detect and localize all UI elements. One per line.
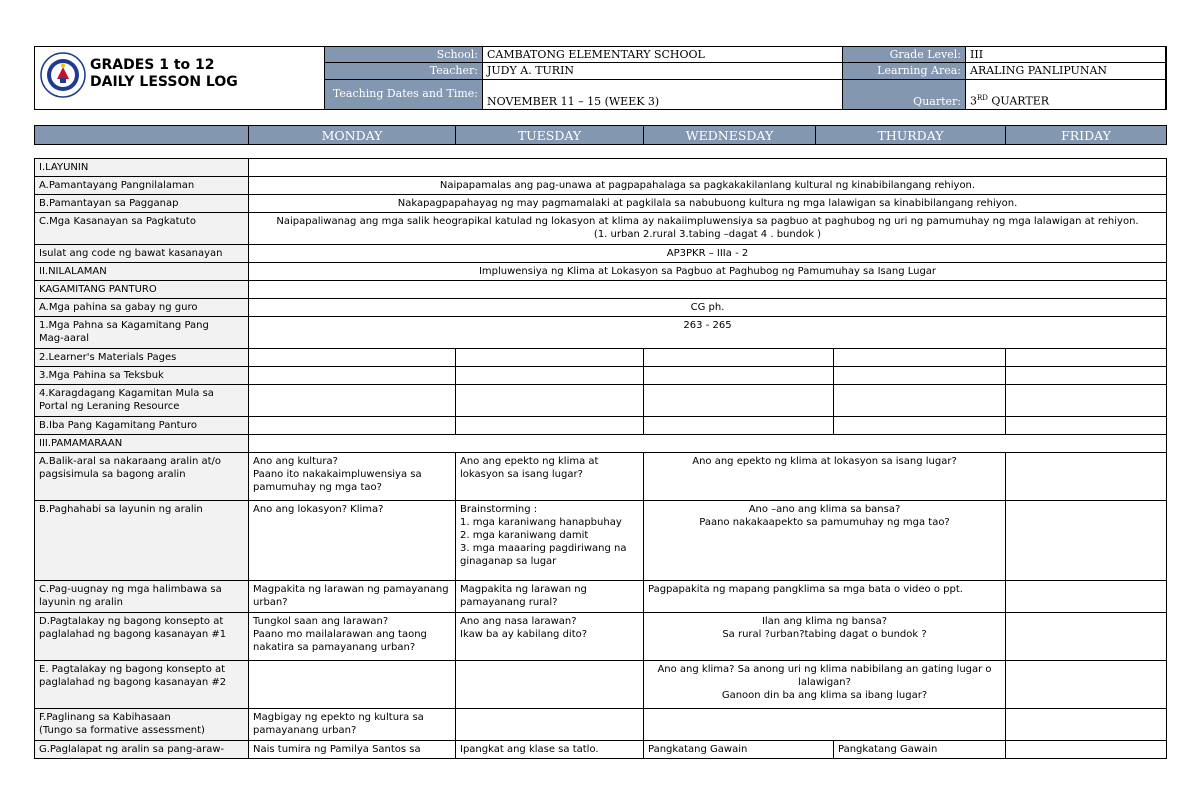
table-row	[35, 741, 1167, 759]
day-friday: FRIDAY	[1006, 126, 1167, 145]
table-row	[35, 417, 1167, 435]
row-label-pangnilalaman: A.Pamantayang Pangnilalaman	[35, 177, 249, 195]
paghahabi-tuesday: Brainstorming : 1. mga karaniwang hanapbuhay 2. mga karaniwang damit 3. mga maaaring pagdiriwang na ginaganap sa lugar	[456, 501, 644, 581]
pag-uugnay-monday: Magpakita ng larawan ng pamayanang urban?	[249, 581, 456, 613]
row-label-pamamaraan: III.PAMAMARAAN	[35, 435, 249, 453]
paglinang-monday: Magbigay ng epekto ng kultura sa pamayanang urban?	[249, 709, 456, 741]
title-line-2: DAILY LESSON LOG	[90, 74, 238, 90]
row-label-teksbuk: 3.Mga Pahina sa Teksbuk	[35, 367, 249, 385]
table-row	[35, 317, 1167, 349]
row-label-karagdagang: 4.Karagdagang Kagamitan Mula sa Portal ng Leraning Resource	[35, 385, 249, 417]
school-info-table	[324, 46, 1167, 110]
row-label-kagamitan: KAGAMITANG PANTURO	[35, 281, 249, 299]
balik-aral-tuesday: Ano ang epekto ng klima at lokasyon sa isang lugar?	[456, 453, 644, 501]
table-row	[35, 367, 1167, 385]
table-row	[35, 661, 1167, 709]
school-value: CAMBATONG ELEMENTARY SCHOOL	[483, 47, 843, 63]
pag-uugnay-wednesday: Pagpapakita ng mapang pangklima sa mga bata o video o ppt.	[644, 581, 1006, 613]
table-row	[35, 177, 1167, 195]
gabay-text: CG ph.	[249, 299, 1167, 317]
teacher-value: JUDY A. TURIN	[483, 63, 843, 79]
paghahabi-monday: Ano ang lokasyon? Klima?	[249, 501, 456, 581]
paglalapat-thursday: Pangkatang Gawain	[834, 741, 1006, 759]
row-label-pagtalakay-2: E. Pagtalakay ng bagong konsepto at paglalahad ng bagong kasanayan #2	[35, 661, 249, 709]
table-row	[35, 195, 1167, 213]
table-row	[35, 213, 1167, 245]
row-label-gabay: A.Mga pahina sa gabay ng guro	[35, 299, 249, 317]
paglalapat-tuesday: Ipangkat ang klase sa tatlo.	[456, 741, 644, 759]
kasanayan-text: Naipapaliwanag ang mga salik heograpikal katulad ng lokasyon at klima ay nakaiimpluwensiya sa pagbuo at paghubog ng uri ng pamumuhay ng mga lalawigan at rehiyon. (1. urban 2.rural 3.tabing –dagat 4 . bundok )	[249, 213, 1167, 245]
table-row	[35, 281, 1167, 299]
kagamitang-pang-text: 263 - 265	[249, 317, 1167, 349]
deped-seal-icon	[40, 52, 86, 98]
row-label-pagganap: B.Pamantayan sa Pagganap	[35, 195, 249, 213]
row-label-pagtalakay-1: D.Pagtalakay ng bagong konsepto at paglalahad ng bagong kasanayan #1	[35, 613, 249, 661]
grade-label: Grade Level:	[843, 47, 966, 63]
pagganap-text: Nakapagpapahayag ng may pagmamalaki at pagkilala sa nabubuong kultura ng mga lalawigan sa kinabibilangang rehiyon.	[249, 195, 1167, 213]
days-header-blank	[35, 126, 249, 145]
table-row	[35, 263, 1167, 281]
row-label-layunin: I.LAYUNIN	[35, 159, 249, 177]
balik-aral-wednesday: Ano ang epekto ng klima at lokasyon sa isang lugar?	[644, 453, 1006, 501]
row-label-code: Isulat ang code ng bawat kasanayan	[35, 245, 249, 263]
page-title	[90, 57, 238, 91]
table-row	[35, 385, 1167, 417]
row-label-learners: 2.Learner's Materials Pages	[35, 349, 249, 367]
pagtalakay-1-monday: Tungkol saan ang larawan? Paano mo mailalarawan ang taong nakatira sa pamayanang urban?	[249, 613, 456, 661]
table-row	[35, 349, 1167, 367]
day-wednesday: WEDNESDAY	[644, 126, 816, 145]
lesson-log-table	[34, 158, 1167, 759]
pagtalakay-1-wednesday: Ilan ang klima ng bansa? Sa rural ?urban?tabing dagat o bundok ?	[644, 613, 1006, 661]
days-header	[34, 125, 1167, 145]
nilalaman-text: Impluwensiya ng Klima at Lokasyon sa Pagbuo at Paghubog ng Pamumuhay sa Isang Lugar	[249, 263, 1167, 281]
table-row	[35, 299, 1167, 317]
pagtalakay-1-tuesday: Ano ang nasa larawan? Ikaw ba ay kabilang dito?	[456, 613, 644, 661]
row-label-balik-aral: A.Balik-aral sa nakaraang aralin at/o pagsisimula sa bagong aralin	[35, 453, 249, 501]
pagtalakay-2-wednesday: Ano ang klima? Sa anong uri ng klima nabibilang an gating lugar o lalawigan? Ganoon din ba ang klima sa ibang lugar?	[644, 661, 1006, 709]
dates-label: Teaching Dates and Time:	[325, 79, 483, 110]
table-row	[35, 581, 1167, 613]
school-label: School:	[325, 47, 483, 63]
quarter-label: Quarter:	[843, 79, 966, 110]
row-label-kasanayan: C.Mga Kasanayan sa Pagkatuto	[35, 213, 249, 245]
quarter-value: 3RD QUARTER	[966, 79, 1167, 110]
table-row	[35, 453, 1167, 501]
row-label-nilalaman: II.NILALAMAN	[35, 263, 249, 281]
row-label-iba-pang: B.Iba Pang Kagamitang Panturo	[35, 417, 249, 435]
table-row	[35, 613, 1167, 661]
table-row	[35, 501, 1167, 581]
code-text: AP3PKR – IIIa - 2	[249, 245, 1167, 263]
row-label-kagamitang-pang: 1.Mga Pahna sa Kagamitang Pang Mag-aaral	[35, 317, 249, 349]
table-row	[35, 435, 1167, 453]
row-label-paglalapat: G.Paglalapat ng aralin sa pang-araw-	[35, 741, 249, 759]
title-line-1: GRADES 1 to 12	[90, 57, 215, 73]
learning-area-value: ARALING PANLIPUNAN	[966, 63, 1167, 79]
day-tuesday: TUESDAY	[456, 126, 644, 145]
balik-aral-monday: Ano ang kultura? Paano ito nakakaimpluwensiya sa pamumuhay ng mga tao?	[249, 453, 456, 501]
paglalapat-monday: Nais tumira ng Pamilya Santos sa	[249, 741, 456, 759]
row-label-paghahabi: B.Paghahabi sa layunin ng aralin	[35, 501, 249, 581]
table-row	[35, 245, 1167, 263]
pag-uugnay-tuesday: Magpakita ng larawan ng pamayanang rural?	[456, 581, 644, 613]
dates-value: NOVEMBER 11 – 15 (WEEK 3)	[483, 79, 843, 110]
table-row	[35, 709, 1167, 741]
day-thursday: THURDAY	[816, 126, 1006, 145]
row-label-pag-uugnay: C.Pag-uugnay ng mga halimbawa sa layunin ng aralin	[35, 581, 249, 613]
teacher-label: Teacher:	[325, 63, 483, 79]
pangnilalaman-text: Naipapamalas ang pag-unawa at pagpapahalaga sa pagkakakilanlang kultural ng kinabibilangang rehiyon.	[249, 177, 1167, 195]
table-row	[35, 159, 1167, 177]
paglalapat-wednesday: Pangkatang Gawain	[644, 741, 834, 759]
paghahabi-wednesday: Ano –ano ang klima sa bansa? Paano nakakaapekto sa pamumuhay ng mga tao?	[644, 501, 1006, 581]
grade-value: III	[966, 47, 1167, 63]
day-monday: MONDAY	[249, 126, 456, 145]
learning-area-label: Learning Area:	[843, 63, 966, 79]
row-label-paglinang: F.Paglinang sa Kabihasaan (Tungo sa formative assessment)	[35, 709, 249, 741]
